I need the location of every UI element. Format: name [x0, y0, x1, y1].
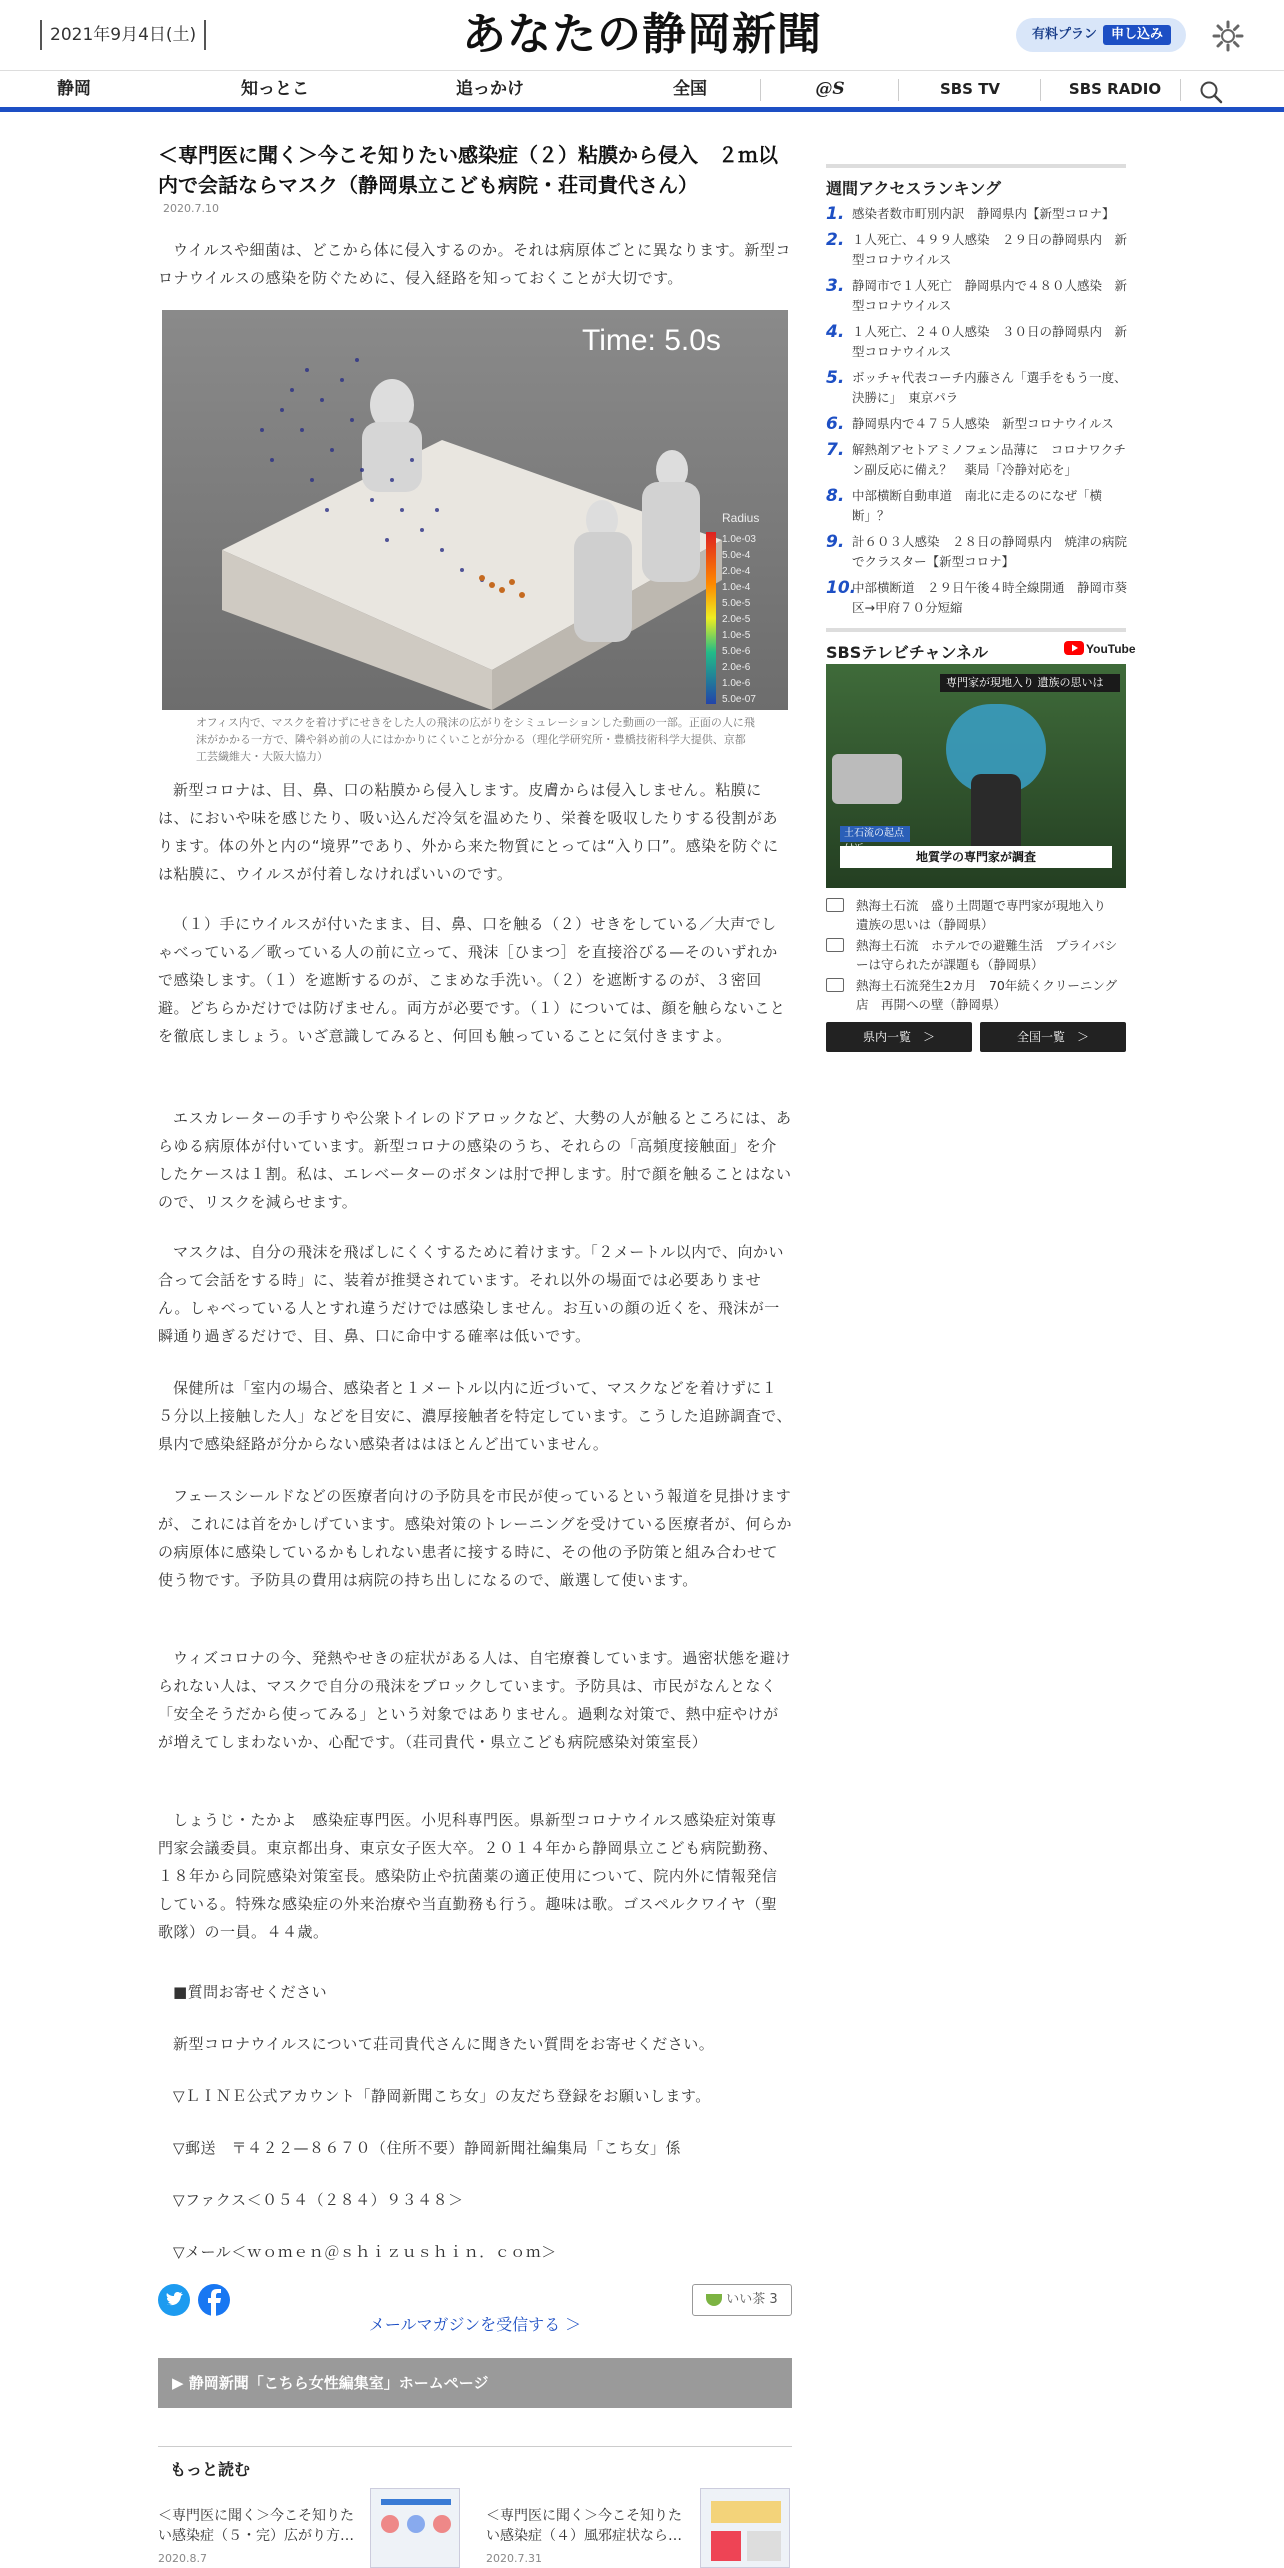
site-header [0, 0, 1284, 70]
more-item-thumbnail [370, 2488, 460, 2568]
svg-text:5.0e-07: 5.0e-07 [722, 694, 756, 705]
paid-plan-button[interactable] [1016, 18, 1186, 52]
svg-text:2.0e-6: 2.0e-6 [722, 662, 751, 673]
nav-item-shizuoka[interactable]: 静岡 [57, 79, 91, 99]
intro-paragraph: ウイルスや細菌は、どこから体に侵入するのか。それは病原体ごとに異なります。新型コロナウイルスの感染を防ぐために、侵入経路を知っておくことが大切です。 [158, 241, 791, 287]
video-icon [826, 898, 844, 912]
video-overlay-bottom: 地質学の専門家が調査 [840, 846, 1112, 868]
article-paragraph: （１）手にウイルスが付いたまま、目、鼻、口を触る（２）せきをしている／大声でしゃべっている／歌っている人の前に立って、飛沫［ひまつ］を直接浴びる—そのいずれかで感染します。（１）を遮断するのが、こまめな手洗い。（２）を遮断するのが、３密回避。どちらかだけでは防げません。両方が必要です。（１）については、顔を触らないことを徹底しましょう。いざ意識してみると、何回も触っていることに気付きますよ。 [158, 915, 786, 1045]
local-list-button[interactable]: 県内一覧 ＞ [826, 1022, 972, 1052]
gear-icon[interactable] [1212, 20, 1244, 52]
article-paragraph: フェースシールドなどの医療者向けの予防具を市民が使っているという報道を見掛けますが、これには首をかしげています。感染対策のトレーニングを受けている医療者が、何らかの病原体に感染しているかもしれない患者に接する時に、その他の予防策と組み合わせて使う物です。予防具の費用は病院の持ち出しになるので、厳選して使います。 [158, 1487, 793, 1589]
article-title: ＜専門医に聞く＞今こそ知りたい感染症（２）粘膜から侵入 ２ｍ以内で会話ならマスク（静岡県立こども病院・荘司貴代さん） [158, 143, 778, 197]
nav-divider [1180, 79, 1181, 101]
header-date: 2021年9月4日(土) [40, 20, 206, 50]
article-paragraph: マスクは、自分の飛沫を飛ばしにくくするために着けます。「２メートル以内で、向かい合って会話をする時」に、装着が推奨されています。それ以外の場面では必要ありません。しゃべっている人とすれ違うだけでは感染しません。お互いの顔の近くを、飛沫が一瞬通り過ぎるだけで、目、鼻、口に命中する確率は低いです。 [158, 1243, 785, 1345]
svg-text:1.0e-6: 1.0e-6 [722, 678, 751, 689]
contact-line: ▽メール＜ｗｏｍｅｎ＠ｓｈｉｚｕｓｈｉｎ．ｃｏｍ＞ [173, 2243, 557, 2261]
more-item-title: ＜専門医に聞く＞今こそ知りたい感染症（４）風邪症状なら… [486, 2508, 682, 2544]
facebook-icon [198, 2284, 230, 2316]
nav-item-sbs-radio[interactable]: SBS RADIO [1068, 80, 1162, 98]
main-nav [0, 70, 1284, 112]
image-time-label: Time: 5.0s [582, 324, 721, 357]
paid-plan-label: 有料プラン [1032, 27, 1098, 42]
twitter-icon [158, 2284, 190, 2316]
kochira-homepage-link[interactable]: ▶ 静岡新聞「こちら女性編集室」ホームページ [158, 2358, 792, 2408]
svg-text:5.0e-4: 5.0e-4 [722, 550, 751, 561]
video-overlay-tag: 土石流の起点 [840, 826, 910, 842]
nav-item-ats[interactable]: @S [815, 79, 845, 99]
question-heading: ■質問お寄せください [173, 1983, 328, 2001]
image-caption: オフィス内で、マスクを着けずにせきをした人の飛沫の広がりをシミュレーションした動画の一部。正面の人に飛沫がかかる一方で、隣や斜め前の人にはかかりにくいことが分かる（理化学研究所・豊橋技術科学大提供、京都工芸繊維大・大阪大協力） [196, 716, 755, 763]
apply-label: 申し込み [1103, 25, 1171, 45]
svg-text:1.0e-03: 1.0e-03 [722, 534, 756, 545]
simulation-image [162, 310, 788, 710]
article-intro [158, 236, 792, 292]
national-list-button[interactable]: 全国一覧 ＞ [980, 1022, 1126, 1052]
youtube-logo-icon [1064, 639, 1136, 657]
more-item-thumbnail [700, 2488, 790, 2568]
facebook-share-button[interactable] [198, 2284, 230, 2316]
svg-text:1.0e-4: 1.0e-4 [722, 582, 751, 593]
site-title[interactable]: あなたの静岡新聞 [462, 9, 822, 60]
nav-divider [760, 79, 761, 101]
author-profile: しょうじ・たかよ 感染症専門医。小児科専門医。県新型コロナウイルス感染症対策専門家会議委員。東京都出身、東京女子医大卒。２０１４年から静岡県立こども病院勤務、１８年から同院感染対策室長。感染防止や抗菌薬の適正使用について、院内外に情報発信している。特殊な感染症の外来治療や当直勤務も行う。趣味は歌。ゴスペルクワイヤ（聖歌隊）の一員。４４歳。 [158, 1811, 779, 1941]
article-header [158, 140, 792, 215]
contact-line: ▽ファクス＜０５４（２８４）９３４８＞ [173, 2191, 464, 2209]
article-date: 2020.7.10 [163, 202, 219, 215]
ranking-section [826, 164, 1126, 199]
nav-divider [1040, 79, 1041, 101]
mail-magazine-link[interactable]: メールマガジンを受信する ＞ [368, 2315, 582, 2334]
svg-text:1.0e-5: 1.0e-5 [722, 630, 751, 641]
article-image [162, 310, 788, 710]
ranking-title: 週間アクセスランキング [826, 164, 1126, 199]
nav-item-sbs-tv[interactable]: SBS TV [939, 80, 1001, 98]
video-icon [826, 978, 844, 992]
more-item[interactable] [158, 2488, 464, 2568]
article-paragraph: エスカレーターの手すりや公衆トイレのドアロックなど、大勢の人が触るところには、あらゆる病原体が付いています。新型コロナの感染のうち、それらの「高頻度接触面」を介したケースは１割。私は、エレベーターのボタンは肘で押します。肘で顔を触ることはないので、リスクを減らせます。 [158, 1109, 792, 1211]
video-overlay-top: 専門家が現地入り 遺族の思いは [940, 674, 1120, 692]
sbs-channel-title: SBSテレビチャンネル [826, 628, 1126, 663]
svg-text:2.0e-4: 2.0e-4 [722, 566, 751, 577]
legend-title: Radius [722, 511, 760, 525]
svg-text:5.0e-5: 5.0e-5 [722, 598, 751, 609]
svg-text:5.0e-6: 5.0e-6 [722, 646, 751, 657]
like-label: いい茶 3 [726, 2292, 778, 2307]
more-item-date: 2020.8.7 [158, 2552, 207, 2565]
contact-line: ▽ＬＩＮＥ公式アカウント「静岡新聞こち女」の友だち登録をお願いします。 [173, 2087, 711, 2105]
nav-item-shittoko[interactable]: 知っとこ [241, 79, 309, 99]
like-button[interactable] [692, 2284, 792, 2316]
contact-line: ▽郵送 〒４２２—８６７０（住所不要）静岡新聞社編集局「こち女」係 [173, 2139, 682, 2157]
tea-icon [706, 2294, 722, 2306]
svg-text:2.0e-5: 2.0e-5 [722, 614, 751, 625]
nav-item-okkake[interactable]: 追っかけ [456, 79, 524, 99]
more-item[interactable] [486, 2488, 792, 2568]
article-paragraph: 新型コロナウイルスについて荘司貴代さんに聞きたい質問をお寄せください。 [173, 2035, 715, 2053]
nav-item-zenkoku[interactable]: 全国 [673, 79, 707, 99]
article-paragraph: ウィズコロナの今、発熱やせきの症状がある人は、自宅療養しています。過密状態を避けられない人は、マスクで自分の飛沫をブロックしています。予防具は、市民がなんとなく「安全そうだから使ってみる」という対象ではありません。過剰な対策で、熱中症やけがが増えてしまわないか、心配です。（荘司貴代・県立こども病院感染対策室長） [158, 1649, 791, 1751]
more-item-title: ＜専門医に聞く＞今こそ知りたい感染症（５・完）広がり方… [158, 2508, 354, 2544]
search-icon[interactable] [1198, 79, 1224, 105]
svg-text:YouTube: YouTube [1086, 642, 1136, 656]
more-section-title: もっと読む [158, 2446, 792, 2480]
video-icon [826, 938, 844, 952]
more-item-date: 2020.7.31 [486, 2552, 542, 2565]
nav-divider [898, 79, 899, 101]
video-player[interactable] [826, 664, 1126, 888]
article-paragraph: 新型コロナは、目、鼻、口の粘膜から侵入します。皮膚からは侵入しません。粘膜には、においや味を感じたり、吸い込んだ冷気を温めたり、栄養を吸収したりする役割があります。体の外と内の“境界”であり、外から来た物質にとっては“入り口”。感染を防ぐには粘膜に、ウイルスが付着しなければいいのです。 [158, 781, 779, 883]
twitter-share-button[interactable] [158, 2284, 190, 2316]
article-paragraph: 保健所は「室内の場合、感染者と１メートル以内に近づいて、マスクなどを着けずに１５分以上接触した人」などを目安に、濃厚接触者を特定しています。こうした追跡調査で、県内で感染経路が分からない感染者ははほとんど出ていません。 [158, 1379, 793, 1453]
